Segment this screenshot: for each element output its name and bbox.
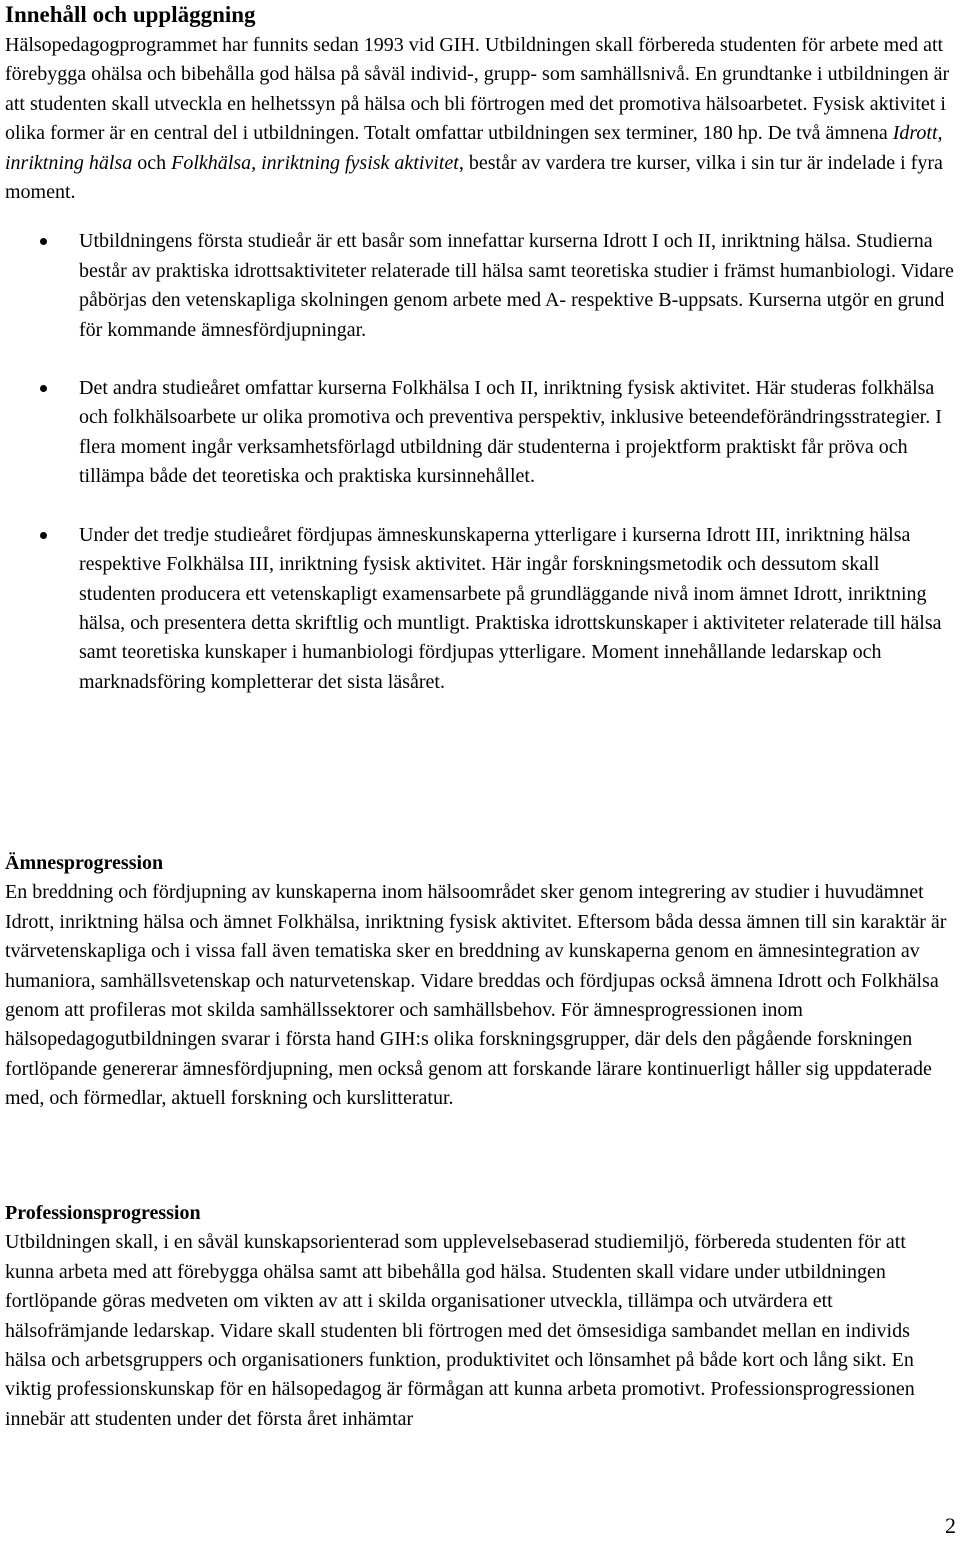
bullet-icon bbox=[40, 532, 47, 539]
list-item-text: Under det tredje studieåret fördjupas ämneskunskaperna ytterligare i kurserna Idrott III, inriktning hälsa respektive Folkhälsa III, inriktning fysisk aktivitet. Här ingår forskningsmetodik och dessutom skall studenten producera ett vetenskapligt examensarbete på grundläggande nivå inom ämnet Idrott, inriktning hälsa, och presentera detta skriftlig och muntligt. Praktiska idrottskunskaper i aktiviteter relaterade till hälsa samt teoretiska kunskaper i humanbiologi fördjupas ytterligare. Moment innehållande ledarskap och marknadsföring kompletterar det sista läsåret. bbox=[79, 523, 942, 693]
section-heading-content: Innehåll och uppläggning bbox=[5, 2, 256, 27]
intro-text-part2: och bbox=[132, 151, 172, 174]
study-year-list bbox=[5, 227, 955, 697]
list-item-text: Utbildningens första studieår är ett basår som innefattar kurserna Idrott I och II, inriktning hälsa. Studierna består av praktiska idrottsaktiviteter relaterade till hälsa samt teoretiska studier i främst humanbiologi. Vidare påbörjas den vetenskapliga skolningen genom arbete med A- respektive B-uppsats. Kurserna utgör en grund för kommande ämnesfördjupningar. bbox=[79, 230, 954, 341]
intro-text-part1: Hälsopedagogprogrammet har funnits sedan 1993 vid GIH. Utbildningen skall förbereda studenten för arbete med att förebygga ohälsa och bibehålla god hälsa på såväl individ-, grupp- som samhällsnivå. En grundtanke i utbildningen är att studenten skall utveckla en helhetssyn på hälsa och bli förtrogen med det promotiva hälsoarbetet. Fysisk aktivitet i olika former är en central del i utbildningen. Totalt omfattar utbildningen sex terminer, 180 hp. De två ämnena bbox=[5, 34, 950, 145]
bullet-icon bbox=[40, 238, 47, 245]
profession-progression-body: Utbildningen skall, i en såväl kunskapsorienterad som upplevelsebaserad studiemiljö, förbereda studenten för att kunna arbeta med att förebygga ohälsa samt att bibehålla god hälsa. Studenten skall vidare under utbildningen fortlöpande göras medveten om vikten av att i skilda organisationer utveckla, tillämpa och utvärdera ett hälsofrämjande ledarskap. Vidare skall studenten bli förtrogen med det ömsesidiga sambandet mellan en individs hälsa och arbetsgruppers och organisationers funktion, produktivitet och lönsamhet på både kort och lång sikt. En viktig professionskunskap för en hälsopedagog är förmågan att kunna arbeta promotivt. Professionsprogressionen innebär att studenten under det första året inhämtar bbox=[5, 1231, 915, 1430]
list-item bbox=[5, 227, 955, 345]
list-item-text: Det andra studieåret omfattar kurserna Folkhälsa I och II, inriktning fysisk aktivitet. Här studeras folkhälsa och folkhälsoarbete ur olika promotiva och preventiva perspektiv, inklusive beteendeförändringsstrategier. I flera moment ingår verksamhetsförlagd utbildning där studenterna i projektform praktiskt får pröva och tillämpa både det teoretiska och praktiska kursinnehållet. bbox=[79, 377, 942, 488]
intro-text-part3: , består av vardera tre kurser, vilka i sin tur är indelade i fyra moment. bbox=[5, 151, 943, 204]
subject-progression-body: En breddning och fördjupning av kunskaperna inom hälsoområdet sker genom integrering av studier i huvudämnet Idrott, inriktning hälsa och ämnet Folkhälsa, inriktning fysisk aktivitet. Eftersom båda dessa ämnen till sin karaktär är tvärvetenskapliga och i vissa fall även tematiska sker en breddning av kunskaperna genom en ämnesintegration av humaniora, samhällsvetenskap och naturvetenskap. Vidare breddas och fördjupas också ämnena Idrott och Folkhälsa genom att profileras mot skilda samhällssektorer och samhällsbehov. För ämnesprogressionen inom hälsopedagogutbildningen svarar i första hand GIH:s olika forskningsgrupper, där dels den pågående forskningen fortlöpande genererar ämnesfördjupning, men också genom att forskande lärare kontinuerligt håller sig uppdaterade med, och förmedlar, aktuell forskning och kurslitteratur. bbox=[5, 881, 947, 1110]
list-item bbox=[5, 374, 955, 492]
profession-progression-heading: Professionsprogression bbox=[5, 1202, 201, 1224]
list-item bbox=[5, 521, 955, 697]
page-number: 2 bbox=[945, 1513, 956, 1538]
intro-subject-idrott: Idrott, inriktning hälsa bbox=[5, 122, 943, 174]
document-page bbox=[5, 0, 955, 1430]
profession-progression-section bbox=[5, 1199, 955, 1434]
intro-paragraph bbox=[5, 31, 955, 207]
subject-progression-heading: Ämnesprogression bbox=[5, 852, 164, 874]
subject-progression-section bbox=[5, 849, 955, 1114]
bullet-icon bbox=[40, 385, 47, 392]
intro-subject-folkhalsa: Folkhälsa, inriktning fysisk aktivitet bbox=[171, 151, 459, 174]
